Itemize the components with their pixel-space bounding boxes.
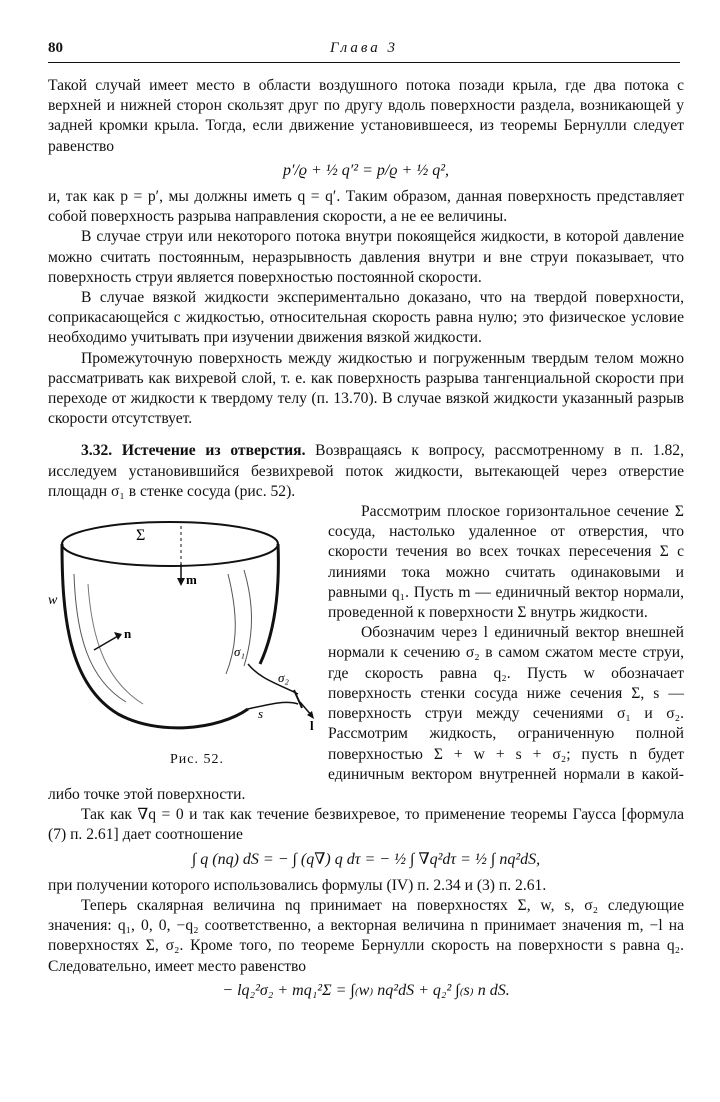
section-title: 3.32. Истечение из отверстия. [81, 442, 306, 460]
page-number: 80 [48, 40, 63, 56]
label-m: m [186, 572, 197, 588]
jet-upper [248, 664, 298, 694]
vessel-wall-left [62, 544, 248, 728]
vessel-wall-right [260, 544, 278, 664]
formula-final: − lq₂²σ₂ + mq₁²Σ = ∫₍w₎ nq²dS + q₂² ∫₍s₎ n dS. [222, 981, 510, 999]
label-sigma1: σ₁ [234, 644, 245, 660]
vessel-diagram [48, 504, 318, 774]
label-s: s [258, 706, 264, 722]
label-sigma-big: Σ [136, 527, 146, 545]
paragraph-11: Теперь скалярная величина nq принимает на поверхностях Σ, w, s, σ₂ следующие значения: q₁, 0, 0, −q₂ соответственно, а векторная величина n принимает значения m, −l на поверхностях Σ, σ₂. Кроме того, по теореме Бернулли скорость на поверхности s равна q₂. Следовательно, имеет место равенство [48, 896, 684, 975]
label-l: l [310, 718, 314, 734]
paragraph-3: В случае струи или некоторого потока внутри покоящейся жидкости, в которой давление можно считать постоянным, неразрывность давления внутри и вне струи показывает, что поверхность струи является поверхностью постоянной скорости. [48, 228, 684, 286]
label-n: n [124, 626, 132, 642]
paragraph-6 [48, 441, 684, 502]
page-header [48, 40, 680, 63]
paragraph-5: Промежуточную поверхность между жидкостью и погруженным твердым телом можно рассматривать как вихревой слой, т. е. как поверхность разрыва тангенциальной скорости при переходе от жидкости к твердому телу (п. 13.70). В случае вязкой жидкости указанный разрыв скорости отсутствует. [48, 349, 684, 428]
sigma2-section [294, 690, 302, 708]
label-sigma2: σ₂ [278, 670, 289, 686]
paragraph-6-text: Возвращаясь к вопросу, рассмотренному в п. 1.82, исследуем установившийся безвихревой поток жидкости, вытекающей через отверстие площадн σ₁ в стенке сосуда (рис. 52). [48, 442, 684, 500]
jet-lower [248, 702, 298, 709]
wall-shade-2 [88, 584, 143, 704]
paragraph-4: В случае вязкой жидкости экспериментально доказано, что на твердой поверхности, соприкасающейся с жидкостью, относительная скорость равна нулю; это физическое условие необходимо учитывать при изучении движения вязкой жидкости. [48, 289, 684, 347]
paragraph-7: Рассмотрим плоское горизонтальное сечение Σ сосуда, настолько удаленное от отверстия, что скорости течения во всех точках пересечения Σ с линиями тока можно считать одинаковыми и равными q₁. Пусть m — единичный вектор нормали, проведенной к поверхности Σ внутрь жидкости. [328, 503, 684, 622]
wall-shade-3 [226, 574, 235, 674]
paragraph-1: Такой случай имеет место в области воздушного потока позади крыла, где два потока с верхней и нижней сторон скользят друг по другу вдоль поверхности раздела, возникающей у задней кромки крыла. Тогда, если движение установившееся, из теоремы Бернулли следует равенство [48, 77, 684, 155]
paragraph-10: при получении которого использовались формулы (IV) п. 2.34 и (3) п. 2.61. [48, 876, 547, 894]
figure-52 [48, 504, 318, 774]
paragraph-9: Так как ∇q = 0 и так как течение безвихревое, то применение теоремы Гаусса [формула (7) п. 2.61] дает соотношение [48, 806, 684, 844]
figure-caption: Рис. 52. [170, 752, 224, 768]
label-w: w [48, 593, 58, 609]
wall-shade-4 [244, 570, 252, 666]
paragraph-8: Обозначим через l единичный вектор внешней нормали к сечению σ₂ в самом сжатом месте струи, где скорость равна q₂. Пусть w обозначает поверхность стенки сосуда ниже сечения Σ, s — поверхность струи между сечениями σ₁ и σ₂. Рассмотрим жидкость, ограниченную полной поверхностью Σ + w + s + σ₂; пусть n будет единичным вектором внутренней нормали в какой-либо точке этой поверхности. [48, 624, 684, 803]
n-arrow-head [114, 632, 122, 640]
formula-gauss: ∫ q (nq) dS = − ∫ (q∇) q dτ = − ½ ∫ ∇q²dτ = ½ ∫ nq²dS, [191, 850, 541, 868]
m-arrow-head [177, 578, 185, 586]
paragraph-2: и, так как p = p′, мы должны иметь q = q′. Таким образом, данная поверхность представляет собой поверхность разрыва направления скорости, а не ее величины. [48, 188, 684, 226]
formula-bernoulli: p′/ϱ + ½ q′² = p/ϱ + ½ q², [282, 161, 450, 179]
body-text [48, 76, 684, 1007]
running-head: Глава 3 [329, 40, 399, 56]
vessel-rim [62, 522, 278, 566]
